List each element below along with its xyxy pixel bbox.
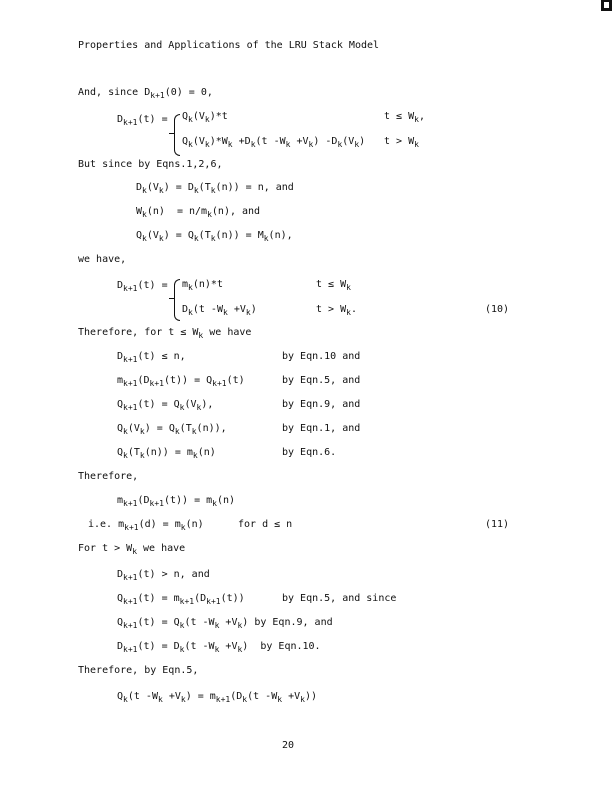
equation-lhs: $D_{k+1}(t)$ = [117, 114, 168, 127]
equation-reference: by Eqn.1, and [282, 423, 361, 434]
equation-line: $D_{k+1}(t) > n$, and [117, 569, 210, 582]
text-line: Therefore, for $t \le W_k$ we have [78, 327, 252, 340]
equation-line: $D_k(V_k) = D_k(T_k(n)) = n$, and [136, 182, 294, 195]
equation-case: $D_k(t$ $-W_k +V_k$) [182, 304, 257, 317]
page-number: 20 [282, 740, 295, 751]
equation-number: (11) [485, 519, 510, 530]
equation-line: $Q_{k+1}(t) = m_{k+1}(D_{k+1}(t))$ [117, 593, 245, 606]
text-line: we have, [78, 254, 127, 265]
equation-reference: by Eqn.5, and [282, 375, 361, 386]
equation-condition: $t \le W_k$, [384, 111, 425, 124]
equation-condition: $t \le W_k$ [316, 279, 351, 292]
corner-glyph [604, 2, 609, 8]
equation-line: $Q_{k+1}(t) = Q_k(t$ $-W_k +V_k$) by Eqn.9, and [117, 617, 333, 630]
equation-reference: by Eqn.10 and [282, 351, 361, 362]
equation-line: $D_{k+1}(t) = D_k(t$ $-W_k +V_k$) by Eqn.10. [117, 641, 321, 654]
text-line: Therefore, by Eqn.5, [78, 665, 199, 676]
text-line: And, since $D_{k+1}(0) = 0$, [78, 87, 213, 100]
equation-reference: by Eqn.5, and since [282, 593, 397, 604]
equation-line: $m_{k+1}(D_{k+1}(t)) = Q_{k+1}(t)$ [117, 375, 245, 388]
text-line: For $t > W_k$ we have [78, 543, 186, 556]
equation-reference: by Eqn.9, and [282, 399, 361, 410]
text-line: But since by Eqns.1,2,6, [78, 159, 223, 170]
equation-line: $Q_{k+1}(t) = Q_k(V_k)$, [117, 399, 214, 412]
equation-line: $W_k(n) = n/m_k(n)$, and [136, 206, 261, 219]
equation-line: $Q_k(t$ $-W_k +V_k) = m_{k+1}(D_k(t$ $-W_k +V_k$)) [117, 691, 317, 704]
equation-reference: by Eqn.6. [282, 447, 337, 458]
equation-number: (10) [485, 304, 510, 315]
brace-tip [169, 133, 174, 134]
equation-line: i.e. $m_{k+1}(d) = m_k(n)$ [88, 519, 204, 532]
equation-case: $m_k(n)*t$ [182, 279, 223, 292]
equation-condition: for d ≤ n [238, 519, 293, 530]
left-brace [174, 114, 180, 156]
equation-line: $Q_k(T_k(n)) = m_k(n)$ [117, 447, 216, 460]
left-brace [174, 279, 180, 321]
equation-condition: $t > W_k$. [316, 304, 357, 317]
equation-case: $Q_k(V_k)*W_k +D_k(t$ $-W_k +V_k$) $-D_k(V_k)$ [182, 136, 366, 149]
running-header: Properties and Applications of the LRU Stack Model [78, 40, 380, 51]
equation-line: $Q_k(V_k) = Q_k(T_k(n))$, [117, 423, 227, 436]
equation-lhs: $D_{k+1}(t)$ = [117, 280, 168, 293]
brace-tip [169, 298, 174, 299]
equation-line: $m_{k+1}(D_{k+1}(t)) = m_k(n)$ [117, 495, 236, 508]
equation-line: $Q_k(V_k) = Q_k(T_k(n)) = M_k(n)$, [136, 230, 293, 243]
equation-case: $Q_k(V_k)*t$ [182, 111, 228, 124]
equation-condition: $t > W_k$ [384, 136, 419, 149]
equation-line: $D_{k+1}(t) \le n$, [117, 351, 186, 364]
text-line: Therefore, [78, 471, 139, 482]
